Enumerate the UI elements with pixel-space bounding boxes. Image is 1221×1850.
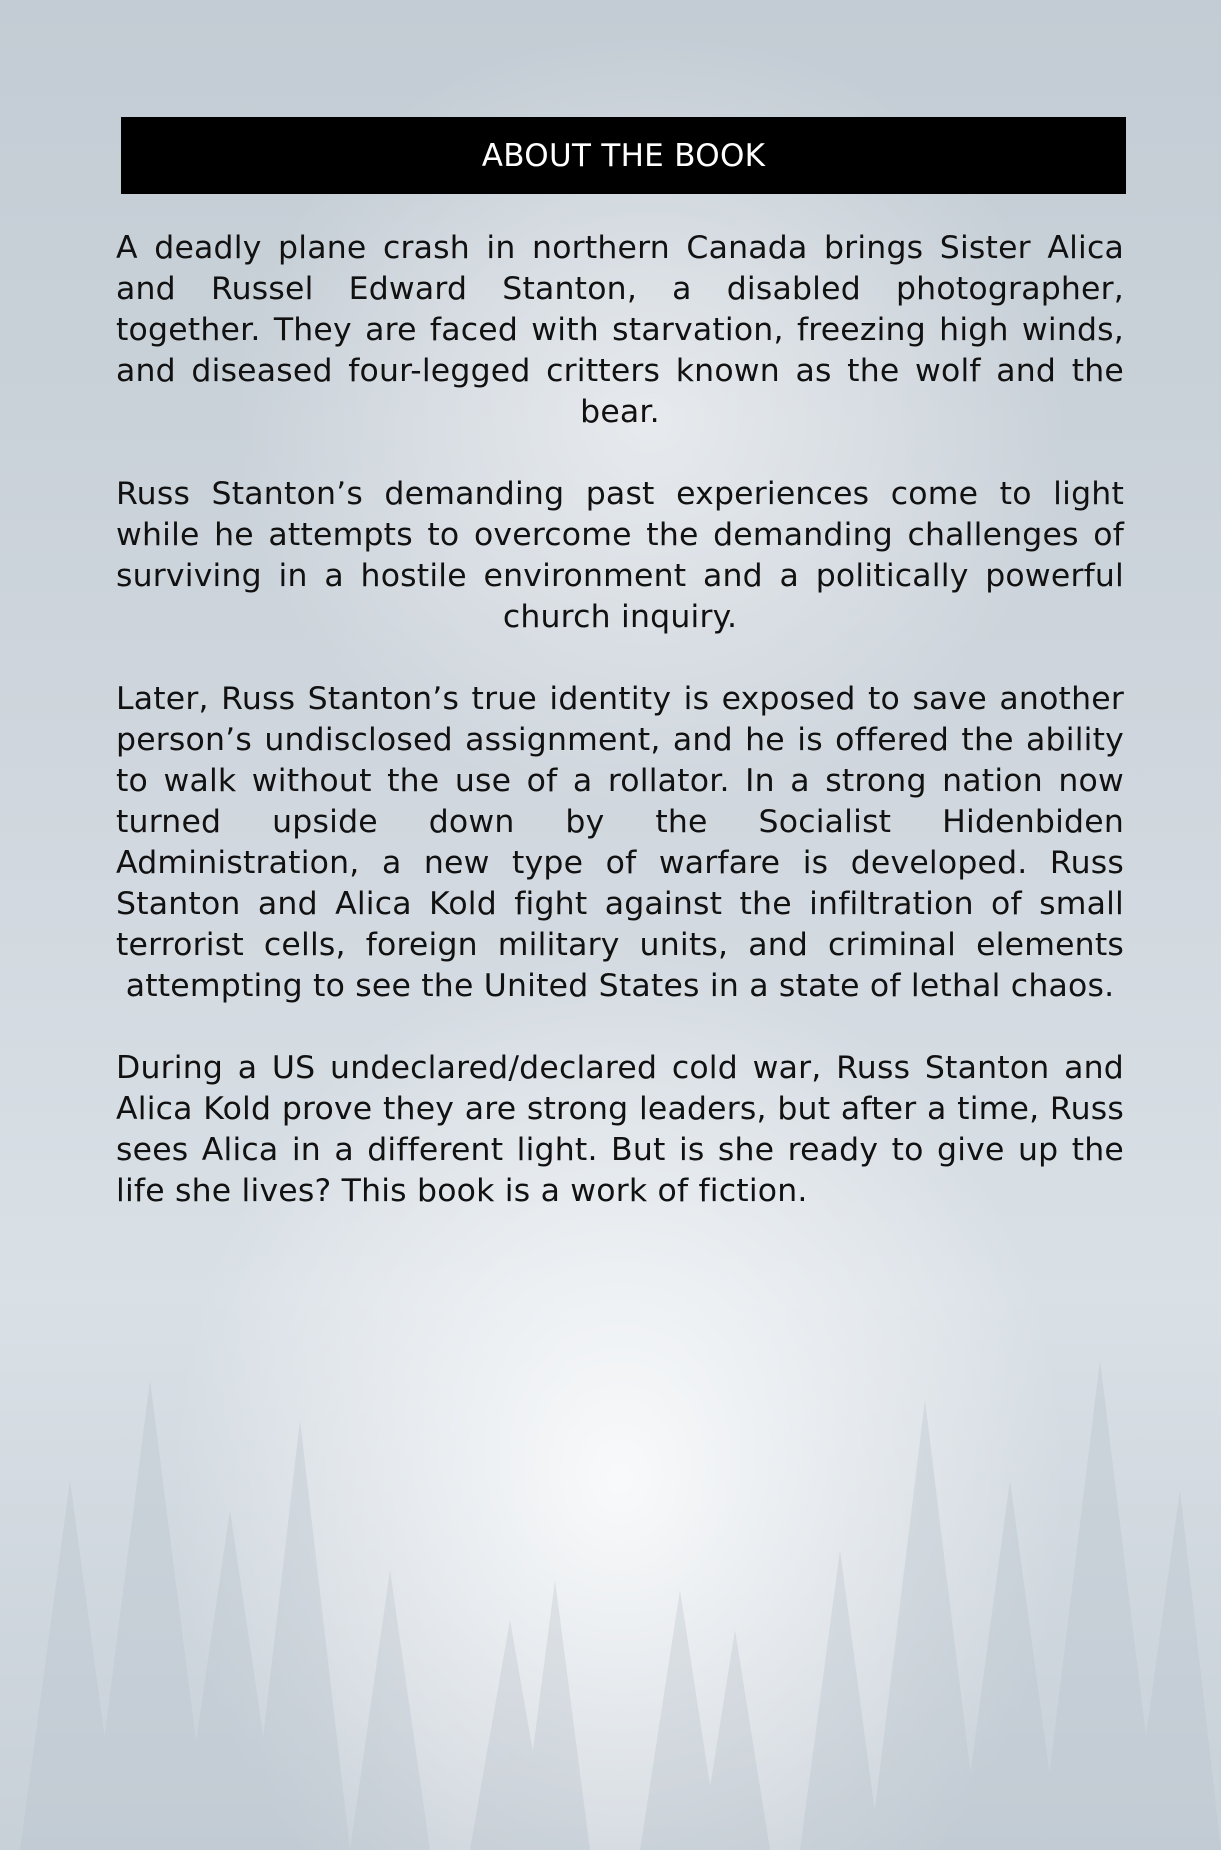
banner-title: ABOUT THE BOOK	[481, 137, 766, 174]
about-the-book-banner	[121, 117, 1126, 194]
book-description	[116, 228, 1124, 1253]
description-paragraph: Russ Stanton’s demanding past experiences come to light while he attempts to overcome the demanding challenges of surviving in a hostile environment and a politically powerful church inquiry.	[116, 476, 1124, 635]
description-paragraph: A deadly plane crash in northern Canada brings Sister Alica and Russel Edward Stanton, a disabled photographer, together. They are faced with starvation, freezing high winds, and diseased four-legged critters known as the wolf and the bear.	[116, 230, 1124, 430]
misty-forest-background	[0, 1150, 1221, 1850]
description-paragraph: During a US undeclared/declared cold war, Russ Stanton and Alica Kold prove they are strong leaders, but after a time, Russ sees Alica in a different light. But is she ready to give up the life she lives? This book is a work of fiction.	[116, 1050, 1124, 1209]
description-paragraph: Later, Russ Stanton’s true identity is exposed to save another person’s undisclosed assignment, and he is offered the ability to walk without the use of a rollator. In a strong nation now turned upside down by the Socialist Hidenbiden Administration, a new type of warfare is developed. Russ Stanton and Alica Kold fight against the infiltration of small terrorist cells, foreign military units, and criminal elements attempting to see the United States in a state of lethal chaos.	[116, 681, 1124, 1004]
